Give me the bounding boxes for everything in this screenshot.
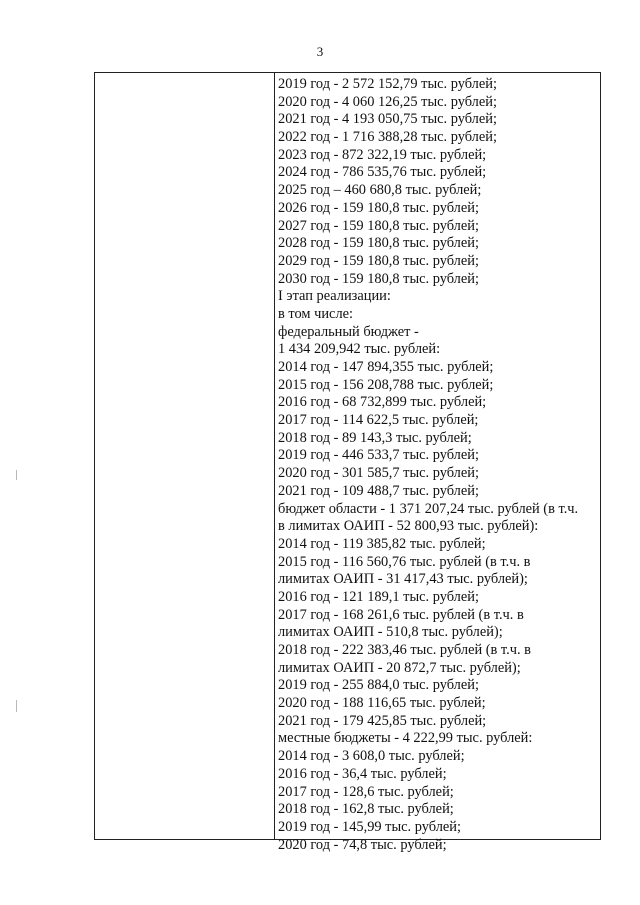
table-left-cell [95,73,275,839]
text-line: 2020 год - 188 116,65 тыс. рублей; [278,695,486,712]
text-line: 1 434 209,942 тыс. рублей: [278,341,441,358]
text-line: в том числе: [278,305,354,322]
text-line: бюджет области - 1 371 207,24 тыс. рублей (в т.ч. [278,500,579,517]
text-line: 2026 год - 159 180,8 тыс. рублей; [278,199,479,216]
scan-margin-mark [16,470,17,480]
text-line: 2019 год - 255 884,0 тыс. рублей; [278,677,479,694]
page-number: 3 [316,44,324,59]
text-line: в лимитах ОАИП - 52 800,93 тыс. рублей): [278,518,539,535]
text-line: 2020 год - 4 060 126,25 тыс. рублей; [278,93,497,110]
text-line: 2028 год - 159 180,8 тыс. рублей; [278,235,479,252]
text-line: 2022 год - 1 716 388,28 тыс. рублей; [278,129,497,146]
text-line: 2017 год - 168 261,6 тыс. рублей (в т.ч. в [278,606,524,623]
text-line: 2014 год - 119 385,82 тыс. рублей; [278,535,486,552]
text-line: федеральный бюджет - [278,323,419,340]
text-line: 2016 год - 68 732,899 тыс. рублей; [278,394,487,411]
text-line: 2018 год - 162,8 тыс. рублей; [278,801,454,818]
text-line: 2025 год – 460 680,8 тыс. рублей; [278,182,482,199]
text-line: лимитах ОАИП - 510,8 тыс. рублей); [278,624,503,641]
text-line: 2015 год - 156 208,788 тыс. рублей; [278,376,494,393]
text-line: 2023 год - 872 322,19 тыс. рублей; [278,146,487,163]
text-line: 2020 год - 74,8 тыс. рублей; [278,836,447,853]
text-line: 2019 год - 446 533,7 тыс. рублей; [278,447,479,464]
text-line: 2016 год - 121 189,1 тыс. рублей; [278,588,479,605]
table-right-cell [275,73,601,853]
financing-table [94,72,601,853]
text-line: лимитах ОАИП - 31 417,43 тыс. рублей); [278,571,528,588]
text-line: 2021 год - 109 488,7 тыс. рублей; [278,482,479,499]
text-line: лимитах ОАИП - 20 872,7 тыс. рублей); [278,659,521,676]
text-line: 2016 год - 36,4 тыс. рублей; [278,765,447,782]
text-line: 2018 год - 222 383,46 тыс. рублей (в т.ч. в [278,642,531,658]
text-line: 2018 год - 89 143,3 тыс. рублей; [278,429,472,446]
scan-margin-mark [16,700,17,712]
text-line: 2019 год - 2 572 152,79 тыс. рублей; [278,76,497,92]
text-line: 2017 год - 128,6 тыс. рублей; [278,783,454,800]
text-line: 2021 год - 179 425,85 тыс. рублей; [278,712,487,729]
text-line: 2014 год - 147 894,355 тыс. рублей; [278,359,494,375]
text-line: 2024 год - 786 535,76 тыс. рублей; [278,164,487,181]
text-line: 2021 год - 4 193 050,75 тыс. рублей; [278,111,497,128]
text-line: 2029 год - 159 180,8 тыс. рублей; [278,252,479,269]
text-line: 2019 год - 145,99 тыс. рублей; [278,818,461,835]
text-line: 2027 год - 159 180,8 тыс. рублей; [278,217,479,234]
text-line: 2020 год - 301 585,7 тыс. рублей; [278,465,479,482]
text-line: I этап реализации: [278,288,391,305]
text-line: 2030 год - 159 180,8 тыс. рублей; [278,270,479,287]
text-line: 2015 год - 116 560,76 тыс. рублей (в т.ч. в [278,553,531,570]
text-line: 2017 год - 114 622,5 тыс. рублей; [278,412,479,429]
text-line: местные бюджеты - 4 222,99 тыс. рублей: [278,730,533,747]
text-line: 2014 год - 3 608,0 тыс. рублей; [278,748,465,765]
